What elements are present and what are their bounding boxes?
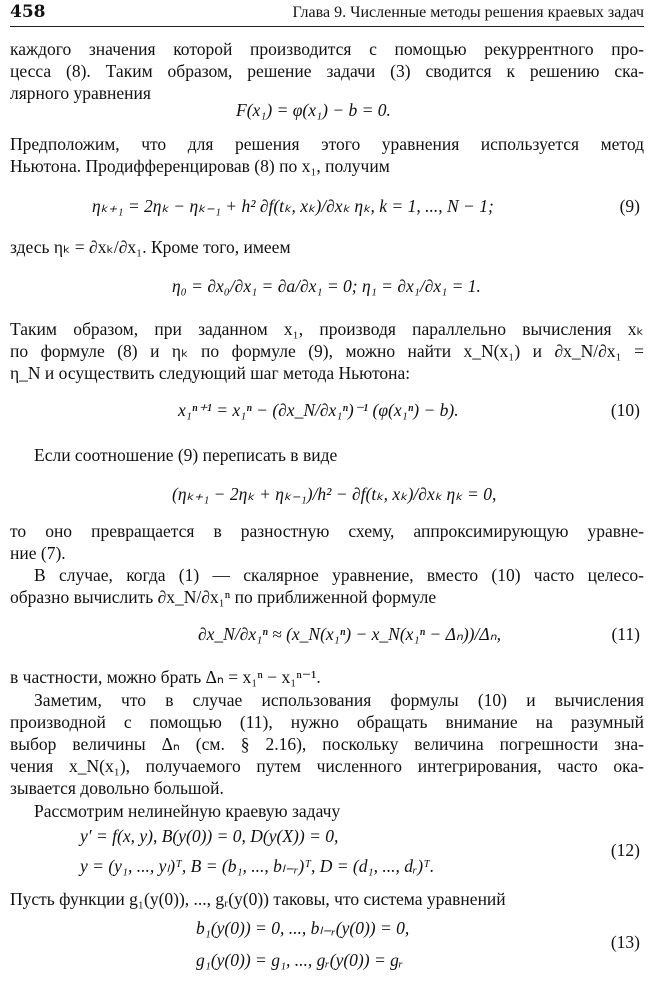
text-line: выбор величины Δₙ (см. § 2.16), поскольку величина погрешности зна- xyxy=(10,734,644,754)
equation-12-line1: y′ = f(x, y), B(y(0)) = 0, D(y(X)) = 0, xyxy=(80,826,339,846)
text-line: Таким образом, при заданном x₁, производя параллельно вычисления xₖ xyxy=(10,319,644,339)
equation-number-9: (9) xyxy=(619,196,640,216)
text-line: в частности, можно брать Δₙ = x₁ⁿ − x₁ⁿ⁻¹. xyxy=(10,667,321,687)
text-line: В случае, когда (1) — скалярное уравнение, вместо (10) часто целесо- xyxy=(34,565,644,585)
equation-number-10: (10) xyxy=(610,400,640,420)
text-line: то оно превращается в разностную схему, аппроксимирующую уравне- xyxy=(10,521,644,541)
equation-9: ηₖ₊₁ = 2ηₖ − ηₖ₋₁ + h² ∂f(tₖ, xₖ)/∂xₖ ηₖ, k = 1, ..., N − 1; xyxy=(92,196,494,216)
page-number: 458 xyxy=(10,2,46,22)
text-line: Заметим, что в случае использования формулы (10) и вычисления xyxy=(34,690,644,710)
equation-number-13: (13) xyxy=(610,932,640,952)
equation-10: x₁ⁿ⁺¹ = x₁ⁿ − (∂x_N/∂x₁ⁿ)⁻¹ (φ(x₁ⁿ) − b). xyxy=(178,400,459,420)
page-header xyxy=(10,2,644,27)
text-line: по формуле (8) и ηₖ по формуле (9), можно найти x_N(x₁) и ∂x_N/∂x₁ = xyxy=(10,341,644,361)
text-line: зывается довольно большой. xyxy=(10,778,224,798)
text-line: лярного уравнения xyxy=(10,83,151,103)
text-line: производной с помощью (11), нужно обращать внимание на разумный xyxy=(10,712,644,732)
running-title: Глава 9. Численные методы решения краевых задач xyxy=(292,4,644,21)
text-line: здесь ηₖ = ∂xₖ/∂x₁. Кроме того, имеем xyxy=(10,237,291,257)
text-line: Если соотношение (9) переписать в виде xyxy=(34,445,338,465)
text-line: Ньютона. Продифференцировав (8) по x₁, получим xyxy=(10,156,390,176)
equation-12-line2: y = (y₁, ..., yₗ)ᵀ, B = (b₁, ..., bₗ₋ᵣ)ᵀ, D = (d₁, ..., dᵣ)ᵀ. xyxy=(80,856,435,876)
text-line: Предположим, что для решения этого уравнения используется метод xyxy=(10,134,644,154)
text-line: ние (7). xyxy=(10,543,66,563)
text-line: чения x_N(x₁), получаемого путем численного интегрирования, часто ока- xyxy=(10,756,644,776)
text-line: каждого значения которой производится с помощью рекуррентного про- xyxy=(10,39,644,59)
equation-11: ∂x_N/∂x₁ⁿ ≈ (x_N(x₁ⁿ) − x_N(x₁ⁿ − Δₙ))/Δₙ, xyxy=(198,624,501,644)
equation-F: F(x₁) = φ(x₁) − b = 0. xyxy=(236,100,391,120)
equation-13-line1: b₁(y(0)) = 0, ..., bₗ₋ᵣ(y(0)) = 0, xyxy=(196,918,410,938)
equation-number-11: (11) xyxy=(611,624,640,644)
equation-number-12: (12) xyxy=(610,840,640,860)
equation-eta: η₀ = ∂x₀/∂x₁ = ∂a/∂x₁ = 0; η₁ = ∂x₁/∂x₁ = 1. xyxy=(172,276,481,296)
text-line: Пусть функции g₁(y(0)), ..., gᵣ(y(0)) таковы, что система уравнений xyxy=(10,889,506,909)
text-line: Рассмотрим нелинейную краевую задачу xyxy=(34,801,341,821)
text-line: образно вычислить ∂x_N/∂x₁ⁿ по приближенной формуле xyxy=(10,587,437,607)
equation-difference: (ηₖ₊₁ − 2ηₖ + ηₖ₋₁)/h² − ∂f(tₖ, xₖ)/∂xₖ ηₖ = 0, xyxy=(172,484,497,504)
text-line: η_N и осуществить следующий шаг метода Ньютона: xyxy=(10,363,411,383)
text-line: цесса (8). Таким образом, решение задачи (3) сводится к решению ска- xyxy=(10,61,644,81)
equation-13-line2: g₁(y(0)) = g₁, ..., gᵣ(y(0)) = gᵣ xyxy=(196,950,404,970)
